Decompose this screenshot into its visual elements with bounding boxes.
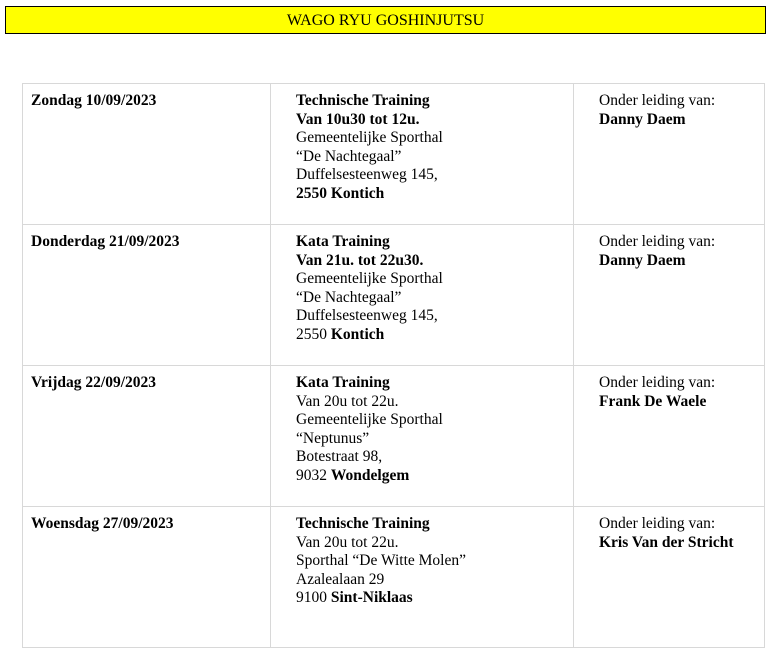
training-type: Kata Training <box>296 233 390 250</box>
training-type: Technische Training <box>296 515 430 532</box>
table-row <box>23 84 765 225</box>
venue-city: Sint-Niklaas <box>330 589 413 607</box>
venue-street: Duffelsesteenweg 145, <box>296 166 438 184</box>
details-cell <box>271 366 574 507</box>
leader-cell <box>574 84 765 225</box>
leader-cell <box>574 366 765 507</box>
training-type: Technische Training <box>296 92 430 109</box>
table-row <box>23 507 765 648</box>
leader-name: Kris Van der Stricht <box>599 533 734 551</box>
date-cell <box>23 225 271 366</box>
training-time: Van 21u. tot 22u30. <box>296 251 424 269</box>
table-row <box>23 366 765 507</box>
details-cell <box>271 84 574 225</box>
venue-city: Kontich <box>330 184 385 202</box>
leader-cell <box>574 507 765 648</box>
venue-postcode: 2550 <box>296 325 327 343</box>
training-time: Van 20u tot 22u. <box>296 392 399 410</box>
venue-street: Azalealaan 29 <box>296 570 385 588</box>
venue-city-line <box>296 467 565 486</box>
session-date: Woensdag 27/09/2023 <box>31 515 174 532</box>
training-schedule-table <box>22 83 765 648</box>
venue-subname: “Neptunus” <box>296 429 370 447</box>
leader-label: Onder leiding van: <box>599 515 716 532</box>
venue-postcode: 9100 <box>296 589 327 607</box>
venue-city: Wondelgem <box>330 466 410 484</box>
venue-city-line <box>296 185 565 204</box>
date-cell <box>23 507 271 648</box>
session-date: Donderdag 21/09/2023 <box>31 233 180 250</box>
leader-cell <box>574 225 765 366</box>
details-cell <box>271 225 574 366</box>
venue-subname: “De Nachtegaal” <box>296 147 402 165</box>
venue-street: Botestraat 98, <box>296 448 383 466</box>
leader-label: Onder leiding van: <box>599 233 716 250</box>
page-title-banner <box>5 6 766 34</box>
leader-name: Danny Daem <box>599 110 686 128</box>
leader-label: Onder leiding van: <box>599 374 716 391</box>
training-time: Van 10u30 tot 12u. <box>296 110 420 128</box>
venue-city-line <box>296 589 565 608</box>
training-time: Van 20u tot 22u. <box>296 533 399 551</box>
details-cell <box>271 507 574 648</box>
venue-street: Duffelsesteenweg 145, <box>296 307 438 325</box>
table-row <box>23 225 765 366</box>
date-cell <box>23 366 271 507</box>
date-cell <box>23 84 271 225</box>
venue-name: Sporthal “De Witte Molen” <box>296 552 466 570</box>
venue-name: Gemeentelijke Sporthal <box>296 129 443 147</box>
training-type: Kata Training <box>296 374 390 391</box>
leader-name: Frank De Waele <box>599 392 707 410</box>
leader-label: Onder leiding van: <box>599 92 716 109</box>
venue-postcode: 9032 <box>296 466 327 484</box>
venue-city-line <box>296 326 565 345</box>
venue-name: Gemeentelijke Sporthal <box>296 270 443 288</box>
venue-postcode: 2550 <box>296 184 327 202</box>
leader-name: Danny Daem <box>599 251 686 269</box>
session-date: Zondag 10/09/2023 <box>31 92 157 109</box>
page-title: WAGO RYU GOSHINJUTSU <box>286 12 485 29</box>
venue-name: Gemeentelijke Sporthal <box>296 411 443 429</box>
venue-subname: “De Nachtegaal” <box>296 288 402 306</box>
venue-city: Kontich <box>330 325 385 343</box>
session-date: Vrijdag 22/09/2023 <box>31 374 156 391</box>
